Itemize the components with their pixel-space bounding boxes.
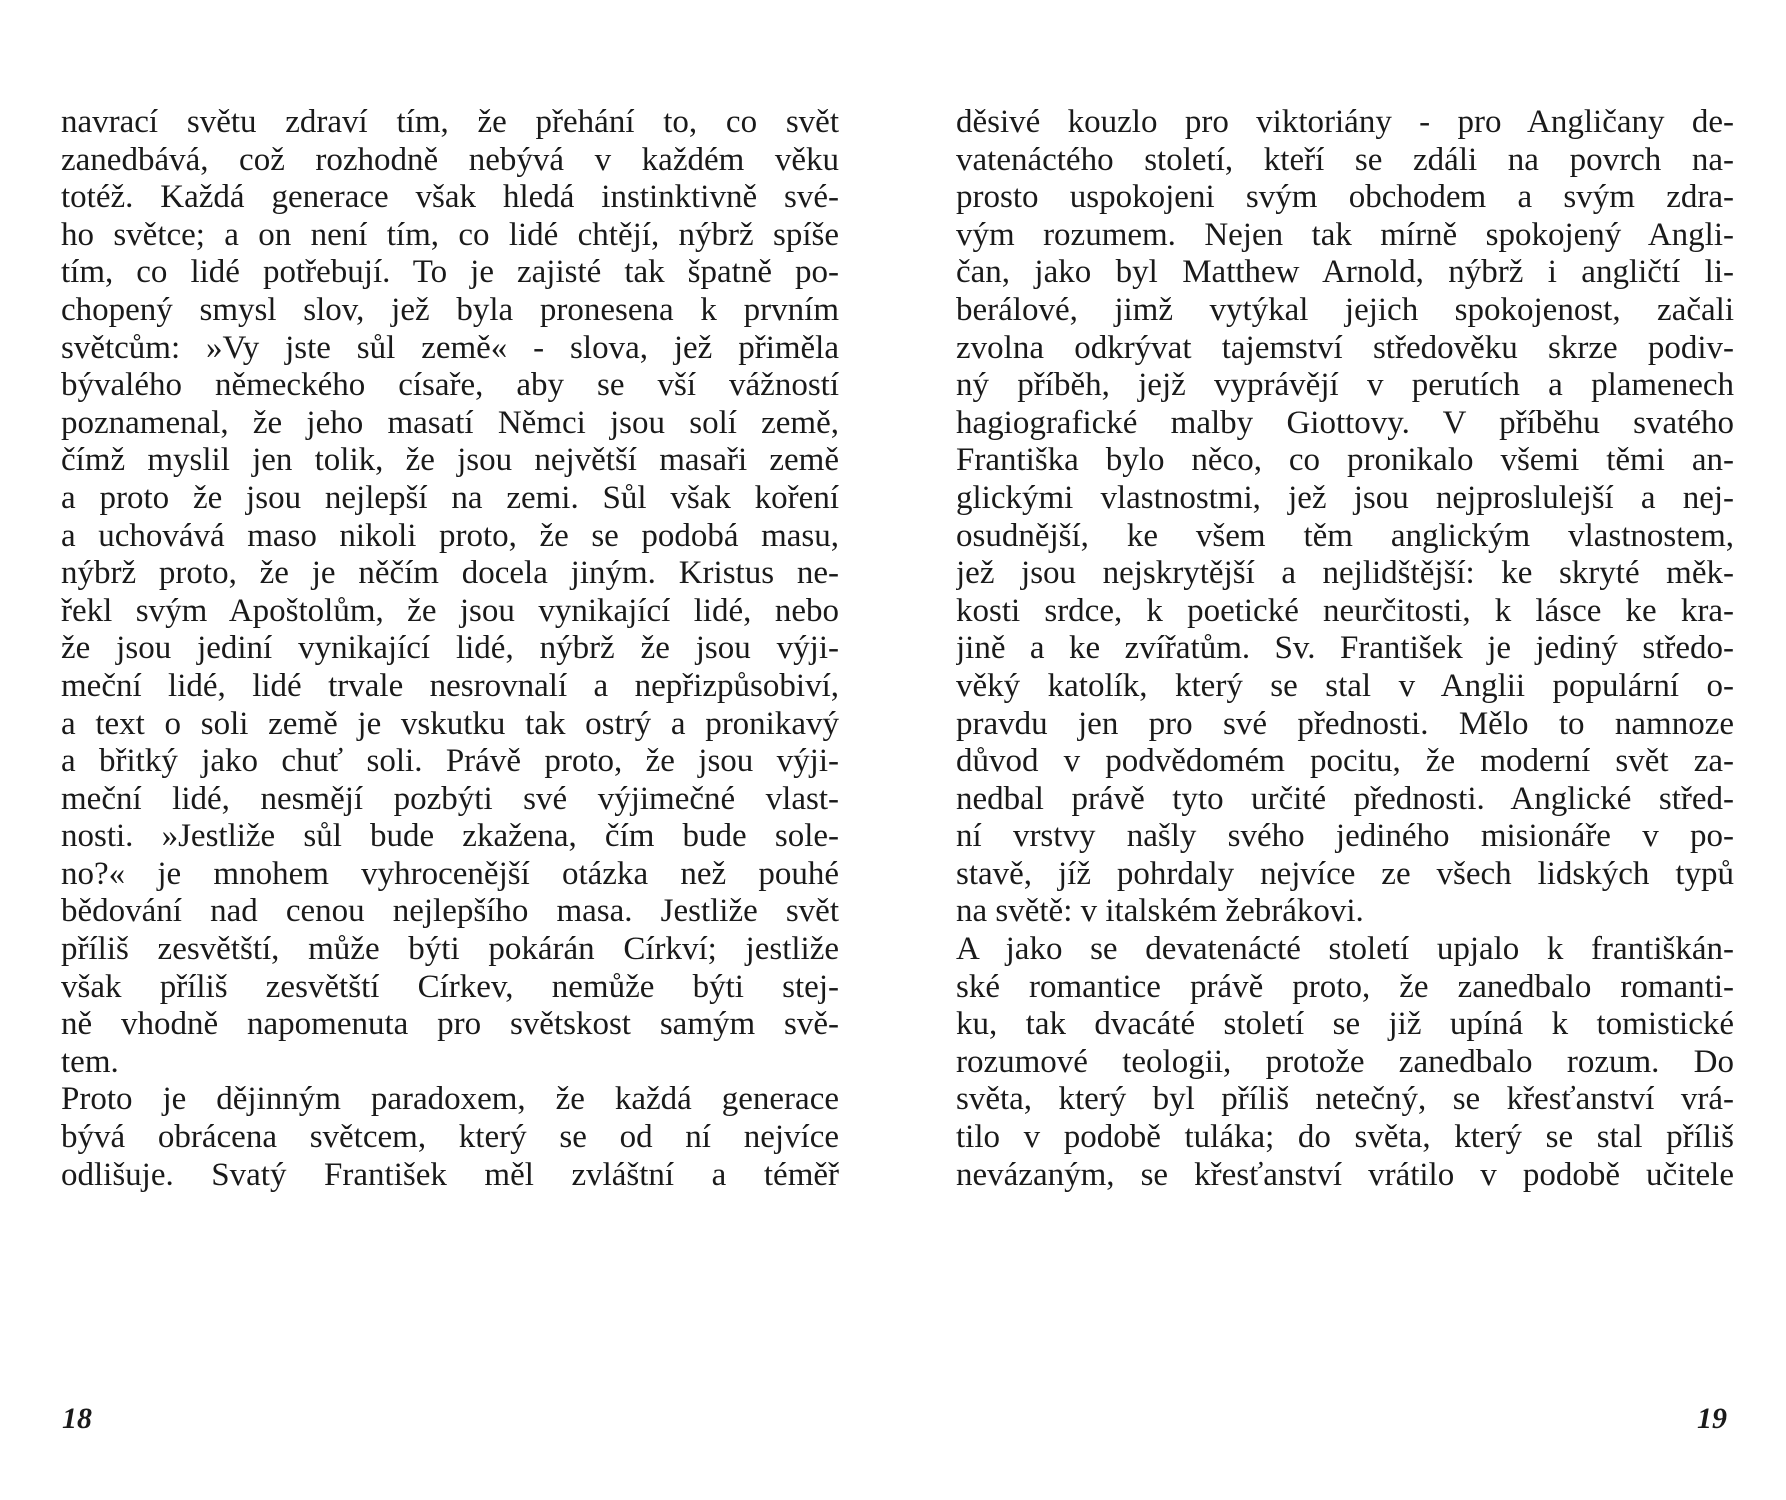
right-page-number: 19: [1697, 1402, 1727, 1435]
left-page-number: 18: [62, 1402, 92, 1435]
text-line: a břitký jako chuť soli. Právě proto, že jsou výji-: [61, 743, 839, 780]
text-line: bývalého německého císaře, aby se vší vážností: [61, 367, 839, 404]
text-line: poznamenal, že jeho masatí Němci jsou solí země,: [61, 404, 839, 441]
text-line: totéž. Každá generace však hledá instinktivně své-: [61, 179, 839, 216]
text-line: světcům: »Vy jste sůl země« - slova, jež přiměla: [61, 329, 839, 366]
text-line: chopený smysl slov, jež byla pronesena k prvním: [61, 291, 839, 328]
text-line: vým rozumem. Nejen tak mírně spokojený Angli-: [956, 216, 1734, 253]
text-line: ku, tak dvacáté století se již upíná k tomistické: [956, 1006, 1734, 1043]
text-line: navrací světu zdraví tím, že přehání to, co svět: [61, 104, 839, 140]
text-line: řekl svým Apoštolům, že jsou vynikající lidé, nebo: [61, 592, 839, 629]
text-line: příliš zesvětští, může býti pokárán Církví; jestliže: [61, 931, 839, 968]
text-line: věký katolík, který se stal v Anglii populární o-: [956, 667, 1734, 704]
text-line: vatenáctého století, kteří se zdáli na povrch na-: [956, 141, 1734, 178]
text-line: nosti. »Jestliže sůl bude zkažena, čím bude sole-: [61, 818, 839, 855]
text-line: Františka bylo něco, co pronikalo všemi těmi an-: [956, 442, 1734, 479]
right-page: [893, 0, 1786, 1500]
text-line: ho světce; a on není tím, co lidé chtějí, nýbrž spíše: [61, 216, 839, 253]
text-line: tím, co lidé potřebují. To je zajisté tak špatně po-: [61, 254, 839, 291]
text-line: ské romantice právě proto, že zanedbalo romanti-: [956, 968, 1734, 1005]
text-line: nýbrž proto, že je něčím docela jiným. Kristus ne-: [61, 555, 839, 592]
text-line: stavě, jíž pohrdaly nejvíce ze všech lidských typů: [956, 855, 1734, 892]
text-line: zanedbává, což rozhodně nebývá v každém věku: [61, 141, 839, 178]
text-line: a text o soli země je vskutku tak ostrý a pronikavý: [61, 705, 839, 742]
text-line: a proto že jsou nejlepší na zemi. Sůl však koření: [61, 479, 839, 516]
text-line: čímž myslil jen tolik, že jsou největší masaři země: [61, 442, 839, 479]
text-line: no?« je mnohem vyhrocenější otázka než pouhé: [61, 855, 839, 892]
text-line: důvod v podvědomém pocitu, že moderní svět za-: [956, 743, 1734, 780]
text-line: však příliš zesvětští Církev, nemůže býti stej-: [61, 968, 839, 1005]
text-line: že jsou jediní vynikající lidé, nýbrž že jsou výji-: [61, 630, 839, 667]
text-line: prosto uspokojeni svým obchodem a svým zdra-: [956, 179, 1734, 216]
text-line: meční lidé, nesmějí pozbýti své výjimečné vlast-: [61, 780, 839, 817]
right-page-text: [956, 104, 1734, 1194]
text-line: a uchovává maso nikoli proto, že se podobá masu,: [61, 517, 839, 554]
text-line: tilo v podobě tuláka; do světa, který se stal příliš: [956, 1119, 1734, 1156]
text-line: jině a ke zvířatům. Sv. František je jediný středo-: [956, 630, 1734, 667]
text-line: děsivé kouzlo pro viktoriány - pro Angličany de-: [956, 104, 1734, 140]
text-line: ní vrstvy našly svého jediného misionáře v po-: [956, 818, 1734, 855]
text-line: nedbal právě tyto určité přednosti. Anglické střed-: [956, 780, 1734, 817]
text-line: odlišuje. Svatý František měl zvláštní a téměř: [61, 1156, 839, 1193]
text-line: na světě: v italském žebrákovi.: [956, 893, 1364, 930]
text-line: berálové, jimž vytýkal jejich spokojenost, začali: [956, 291, 1734, 328]
text-line: čan, jako byl Matthew Arnold, nýbrž i angličtí li-: [956, 254, 1734, 291]
text-line: nevázaným, se křesťanství vrátilo v podobě učitele: [956, 1156, 1734, 1193]
text-line: tem.: [61, 1043, 119, 1080]
text-line: ně vhodně napomenuta pro světskost samým svě-: [61, 1006, 839, 1043]
text-line: osudnější, ke všem těm anglickým vlastnostem,: [956, 517, 1734, 554]
text-line: bývá obrácena světcem, který se od ní nejvíce: [61, 1119, 839, 1156]
text-line: světa, který byl příliš netečný, se křesťanství vrá-: [956, 1081, 1734, 1118]
text-line: kosti srdce, k poetické neurčitosti, k lásce ke kra-: [956, 592, 1734, 629]
text-line: glickými vlastnostmi, jež jsou nejproslulejší a nej-: [956, 479, 1734, 516]
text-line: zvolna odkrývat tajemství středověku skrze podiv-: [956, 329, 1734, 366]
text-line: A jako se devatenácté století upjalo k františkán-: [956, 931, 1734, 968]
text-line: meční lidé, lidé trvale nesrovnalí a nepřizpůsobiví,: [61, 667, 839, 704]
text-line: rozumové teologii, protože zanedbalo rozum. Do: [956, 1043, 1734, 1080]
text-line: hagiografické malby Giottovy. V příběhu svatého: [956, 404, 1734, 441]
text-line: pravdu jen pro své přednosti. Mělo to namnoze: [956, 705, 1734, 742]
left-page-text: [61, 104, 839, 1194]
text-line: jež jsou nejskrytější a nejlidštější: ke skryté měk-: [956, 555, 1734, 592]
text-line: ný příběh, jejž vyprávějí v perutích a plamenech: [956, 367, 1734, 404]
text-line: Proto je dějinným paradoxem, že každá generace: [61, 1081, 839, 1118]
text-line: bědování nad cenou nejlepšího masa. Jestliže svět: [61, 893, 839, 930]
